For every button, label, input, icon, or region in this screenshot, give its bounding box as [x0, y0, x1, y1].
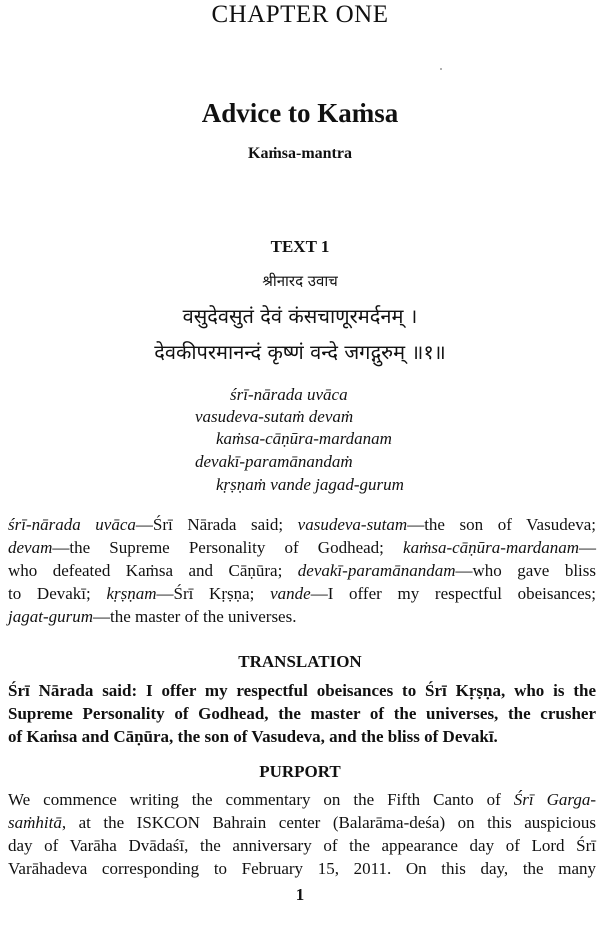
translation-text: [8, 679, 596, 748]
gloss-text: —Śrī Kṛṣṇa;: [156, 584, 271, 603]
translation-line: of Kaṁsa and Cāṇūra, the son of Vasudeva, and the bliss of Devakī.: [8, 727, 498, 746]
gloss-text: who defeated Kaṁsa and Cāṇūra;: [8, 561, 298, 580]
transliteration-line: vasudeva-sutaṁ devaṁ: [195, 407, 354, 426]
chapter-subtitle: Kaṁsa-mantra: [248, 145, 352, 162]
italic-term: devam: [8, 538, 53, 557]
purport-text: [8, 788, 596, 880]
sanskrit-verse-line-2: देवकीपरमानन्दं कृष्णं वन्दे जगद्गुरुम् ॥१॥: [154, 340, 446, 364]
transliteration-line: devakī-paramānandaṁ: [195, 452, 353, 471]
italic-term: kṛṣṇam: [106, 584, 157, 603]
sanskrit-speaker-heading: श्रीनारद उवाच: [262, 272, 338, 290]
purport-line: [8, 811, 596, 834]
synonyms-line: [8, 605, 596, 628]
translation-line: Śrī Nārada said: I offer my respectful obeisances to Śrī Kṛṣṇa, who is the: [8, 681, 596, 700]
italic-term: kaṁsa-cāṇūra-mardanam: [403, 538, 579, 557]
sanskrit-verse-line-1: वसुदेवसुतं देवं कंसचाणूरमर्दनम् ।: [182, 304, 418, 328]
gloss-text: to Devakī;: [8, 584, 107, 603]
gloss-text: —the son of Vasudeva;: [407, 515, 597, 534]
translation-heading: TRANSLATION: [238, 652, 362, 671]
synonyms-line: [8, 582, 596, 605]
transliteration-line: śrī-nārada uvāca: [230, 385, 348, 404]
gloss-text: , at the ISKCON Bahrain center (Balarāma-deśa) on this auspicious: [61, 813, 596, 832]
word-for-word-synonyms: [8, 513, 596, 628]
chapter-title: Advice to Kaṁsa: [201, 98, 399, 128]
translation-line: Supreme Personality of Godhead, the master of the universes, the crusher: [8, 704, 596, 723]
purport-line: [8, 834, 596, 857]
italic-term: Śrī Garga-: [513, 790, 596, 809]
synonyms-line: [8, 559, 596, 582]
gloss-text: —Śrī Nārada said;: [135, 515, 298, 534]
gloss-text: —: [579, 538, 596, 557]
paper-speck: [440, 68, 442, 70]
synonyms-line: [8, 513, 596, 536]
gloss-text: Varāhadeva corresponding to February 15, 2011. On this day, the many: [8, 859, 596, 878]
gloss-text: —I offer my respectful obeisances;: [310, 584, 596, 603]
italic-term: saṁhitā: [8, 813, 62, 832]
italic-term: śrī-nārada uvāca: [8, 515, 136, 534]
gloss-text: —who gave bliss: [455, 561, 596, 580]
italic-term: vasudeva-sutam: [297, 515, 408, 534]
chapter-heading: CHAPTER ONE: [211, 1, 389, 28]
transliteration-line: kaṁsa-cāṇūra-mardanam: [216, 429, 392, 448]
italic-term: devakī-paramānandam: [297, 561, 456, 580]
gloss-text: —the master of the universes.: [93, 607, 297, 626]
page-number: 1: [295, 885, 305, 904]
italic-term: vande: [270, 584, 311, 603]
purport-line: [8, 788, 596, 811]
transliteration-line: kṛṣṇaṁ vande jagad-gurum: [216, 475, 404, 494]
gloss-text: We commence writing the commentary on the Fifth Canto of: [8, 790, 514, 809]
gloss-text: —the Supreme Personality of Godhead;: [52, 538, 404, 557]
purport-heading: PURPORT: [259, 762, 341, 781]
verse-number-label: TEXT 1: [270, 237, 330, 256]
purport-line: [8, 857, 596, 880]
gloss-text: day of Varāha Dvādaśī, the anniversary of the appearance day of Lord Śrī: [8, 836, 596, 855]
synonyms-line: [8, 536, 596, 559]
italic-term: jagat-gurum: [8, 607, 93, 626]
